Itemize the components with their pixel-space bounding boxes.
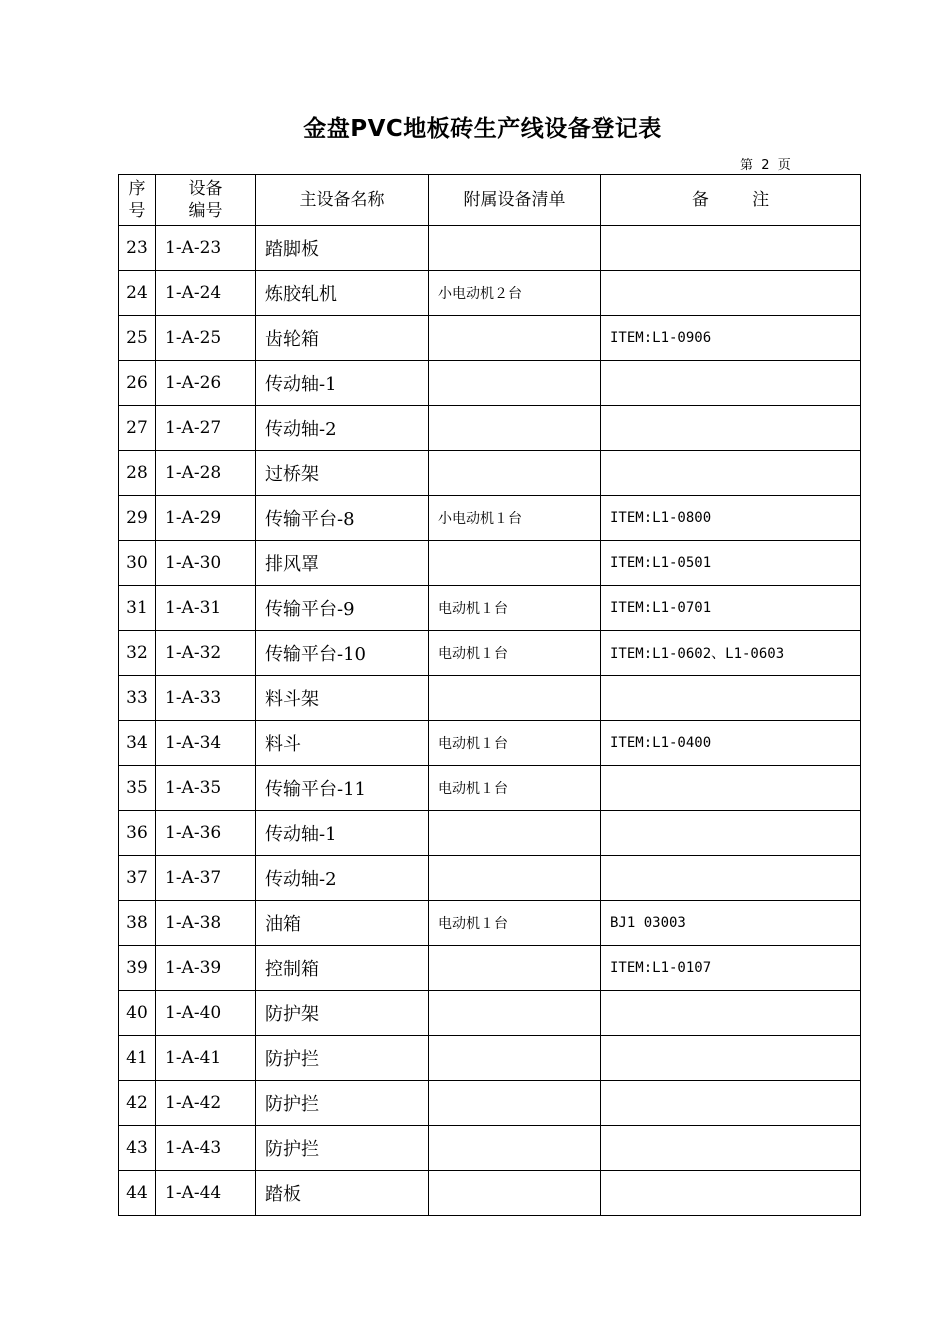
- row-name-cell: 过桥架: [256, 451, 429, 496]
- table-row: [119, 586, 861, 631]
- table-row: [119, 991, 861, 1036]
- row-name-cell: 料斗架: [256, 676, 429, 721]
- row-code-cell: 1-A-29: [156, 496, 256, 541]
- row-remarks-cell: [601, 676, 861, 721]
- row-seq-cell: 39: [119, 946, 156, 991]
- row-accessories-cell: [429, 946, 601, 991]
- header-code: 设备 编号: [156, 175, 256, 226]
- row-remarks-cell: [601, 406, 861, 451]
- row-name-cell: 传动轴-2: [256, 856, 429, 901]
- row-seq-cell: 38: [119, 901, 156, 946]
- row-seq-cell: 40: [119, 991, 156, 1036]
- row-code-cell: 1-A-26: [156, 361, 256, 406]
- header-seq: 序 号: [119, 175, 156, 226]
- row-code-cell: 1-A-31: [156, 586, 256, 631]
- row-name-cell: 排风罩: [256, 541, 429, 586]
- table-row: [119, 496, 861, 541]
- row-remarks-cell: ITEM:L1-0400: [601, 721, 861, 766]
- row-code-cell: 1-A-34: [156, 721, 256, 766]
- row-code-cell: 1-A-32: [156, 631, 256, 676]
- document-title: 金盘PVC地板砖生产线设备登记表: [303, 116, 662, 142]
- row-code-cell: 1-A-35: [156, 766, 256, 811]
- row-code-cell: 1-A-28: [156, 451, 256, 496]
- table-row: [119, 946, 861, 991]
- row-code-cell: 1-A-23: [156, 226, 256, 271]
- row-name-cell: 防护拦: [256, 1081, 429, 1126]
- equipment-table: [118, 174, 861, 1216]
- row-accessories-cell: [429, 541, 601, 586]
- page-number: 第 2 页: [740, 158, 791, 173]
- table-row: [119, 1036, 861, 1081]
- row-name-cell: 传动轴-1: [256, 361, 429, 406]
- table-row: [119, 901, 861, 946]
- row-remarks-cell: ITEM:L1-0602、L1-0603: [601, 631, 861, 676]
- table-row: [119, 1126, 861, 1171]
- row-name-cell: 传输平台-8: [256, 496, 429, 541]
- row-code-cell: 1-A-39: [156, 946, 256, 991]
- row-seq-cell: 25: [119, 316, 156, 361]
- row-seq-cell: 30: [119, 541, 156, 586]
- row-name-cell: 防护架: [256, 991, 429, 1036]
- row-name-cell: 料斗: [256, 721, 429, 766]
- row-seq-cell: 24: [119, 271, 156, 316]
- row-accessories-cell: [429, 1126, 601, 1171]
- row-name-cell: 炼胶轧机: [256, 271, 429, 316]
- row-remarks-cell: ITEM:L1-0701: [601, 586, 861, 631]
- row-remarks-cell: ITEM:L1-0906: [601, 316, 861, 361]
- row-accessories-cell: 电动机１台: [429, 901, 601, 946]
- row-remarks-cell: [601, 766, 861, 811]
- row-seq-cell: 43: [119, 1126, 156, 1171]
- row-accessories-cell: [429, 811, 601, 856]
- row-seq-cell: 27: [119, 406, 156, 451]
- table-row: [119, 316, 861, 361]
- row-remarks-cell: [601, 226, 861, 271]
- row-name-cell: 油箱: [256, 901, 429, 946]
- row-remarks-cell: [601, 856, 861, 901]
- table-row: [119, 721, 861, 766]
- table-row: [119, 766, 861, 811]
- row-accessories-cell: 电动机１台: [429, 586, 601, 631]
- row-seq-cell: 37: [119, 856, 156, 901]
- table-row: [119, 226, 861, 271]
- row-code-cell: 1-A-36: [156, 811, 256, 856]
- row-name-cell: 踏脚板: [256, 226, 429, 271]
- row-accessories-cell: 电动机１台: [429, 721, 601, 766]
- row-seq-cell: 26: [119, 361, 156, 406]
- row-code-cell: 1-A-41: [156, 1036, 256, 1081]
- row-name-cell: 防护拦: [256, 1126, 429, 1171]
- row-name-cell: 控制箱: [256, 946, 429, 991]
- row-code-cell: 1-A-30: [156, 541, 256, 586]
- row-name-cell: 防护拦: [256, 1036, 429, 1081]
- row-name-cell: 传动轴-2: [256, 406, 429, 451]
- row-remarks-cell: [601, 451, 861, 496]
- row-remarks-cell: [601, 811, 861, 856]
- row-code-cell: 1-A-42: [156, 1081, 256, 1126]
- row-remarks-cell: [601, 1036, 861, 1081]
- table-row: [119, 676, 861, 721]
- row-accessories-cell: [429, 226, 601, 271]
- table-row: [119, 1171, 861, 1216]
- row-accessories-cell: [429, 991, 601, 1036]
- header-name: 主设备名称: [256, 175, 429, 226]
- header-remarks: 备 注: [601, 175, 861, 226]
- table-row: [119, 1081, 861, 1126]
- row-name-cell: 传输平台-10: [256, 631, 429, 676]
- row-accessories-cell: [429, 1036, 601, 1081]
- row-name-cell: 齿轮箱: [256, 316, 429, 361]
- row-name-cell: 踏板: [256, 1171, 429, 1216]
- row-seq-cell: 44: [119, 1171, 156, 1216]
- row-seq-cell: 36: [119, 811, 156, 856]
- row-code-cell: 1-A-43: [156, 1126, 256, 1171]
- row-seq-cell: 34: [119, 721, 156, 766]
- row-code-cell: 1-A-24: [156, 271, 256, 316]
- row-name-cell: 传输平台-11: [256, 766, 429, 811]
- row-remarks-cell: [601, 1126, 861, 1171]
- row-seq-cell: 29: [119, 496, 156, 541]
- row-remarks-cell: [601, 1171, 861, 1216]
- row-code-cell: 1-A-25: [156, 316, 256, 361]
- row-seq-cell: 41: [119, 1036, 156, 1081]
- table-row: [119, 541, 861, 586]
- header-accessories: 附属设备清单: [429, 175, 601, 226]
- table-row: [119, 811, 861, 856]
- row-code-cell: 1-A-40: [156, 991, 256, 1036]
- row-remarks-cell: [601, 1081, 861, 1126]
- row-accessories-cell: 小电动机１台: [429, 496, 601, 541]
- row-code-cell: 1-A-44: [156, 1171, 256, 1216]
- table-row: [119, 271, 861, 316]
- table-row: [119, 361, 861, 406]
- row-code-cell: 1-A-37: [156, 856, 256, 901]
- row-accessories-cell: [429, 1171, 601, 1216]
- table-row: [119, 631, 861, 676]
- row-name-cell: 传动轴-1: [256, 811, 429, 856]
- row-seq-cell: 23: [119, 226, 156, 271]
- row-accessories-cell: [429, 451, 601, 496]
- row-accessories-cell: [429, 406, 601, 451]
- row-accessories-cell: 电动机１台: [429, 766, 601, 811]
- row-accessories-cell: [429, 361, 601, 406]
- row-code-cell: 1-A-27: [156, 406, 256, 451]
- row-code-cell: 1-A-33: [156, 676, 256, 721]
- row-remarks-cell: ITEM:L1-0107: [601, 946, 861, 991]
- row-accessories-cell: [429, 1081, 601, 1126]
- table-row: [119, 856, 861, 901]
- row-seq-cell: 35: [119, 766, 156, 811]
- row-remarks-cell: BJ1 03003: [601, 901, 861, 946]
- row-code-cell: 1-A-38: [156, 901, 256, 946]
- row-seq-cell: 42: [119, 1081, 156, 1126]
- row-accessories-cell: 电动机１台: [429, 631, 601, 676]
- table-row: [119, 451, 861, 496]
- row-name-cell: 传输平台-9: [256, 586, 429, 631]
- row-accessories-cell: 小电动机２台: [429, 271, 601, 316]
- table-header-row: [119, 175, 861, 226]
- table-row: [119, 406, 861, 451]
- row-seq-cell: 33: [119, 676, 156, 721]
- row-remarks-cell: ITEM:L1-0501: [601, 541, 861, 586]
- row-seq-cell: 28: [119, 451, 156, 496]
- row-accessories-cell: [429, 316, 601, 361]
- row-accessories-cell: [429, 676, 601, 721]
- row-seq-cell: 31: [119, 586, 156, 631]
- row-remarks-cell: [601, 271, 861, 316]
- row-remarks-cell: [601, 361, 861, 406]
- row-seq-cell: 32: [119, 631, 156, 676]
- row-accessories-cell: [429, 856, 601, 901]
- row-remarks-cell: ITEM:L1-0800: [601, 496, 861, 541]
- row-remarks-cell: [601, 991, 861, 1036]
